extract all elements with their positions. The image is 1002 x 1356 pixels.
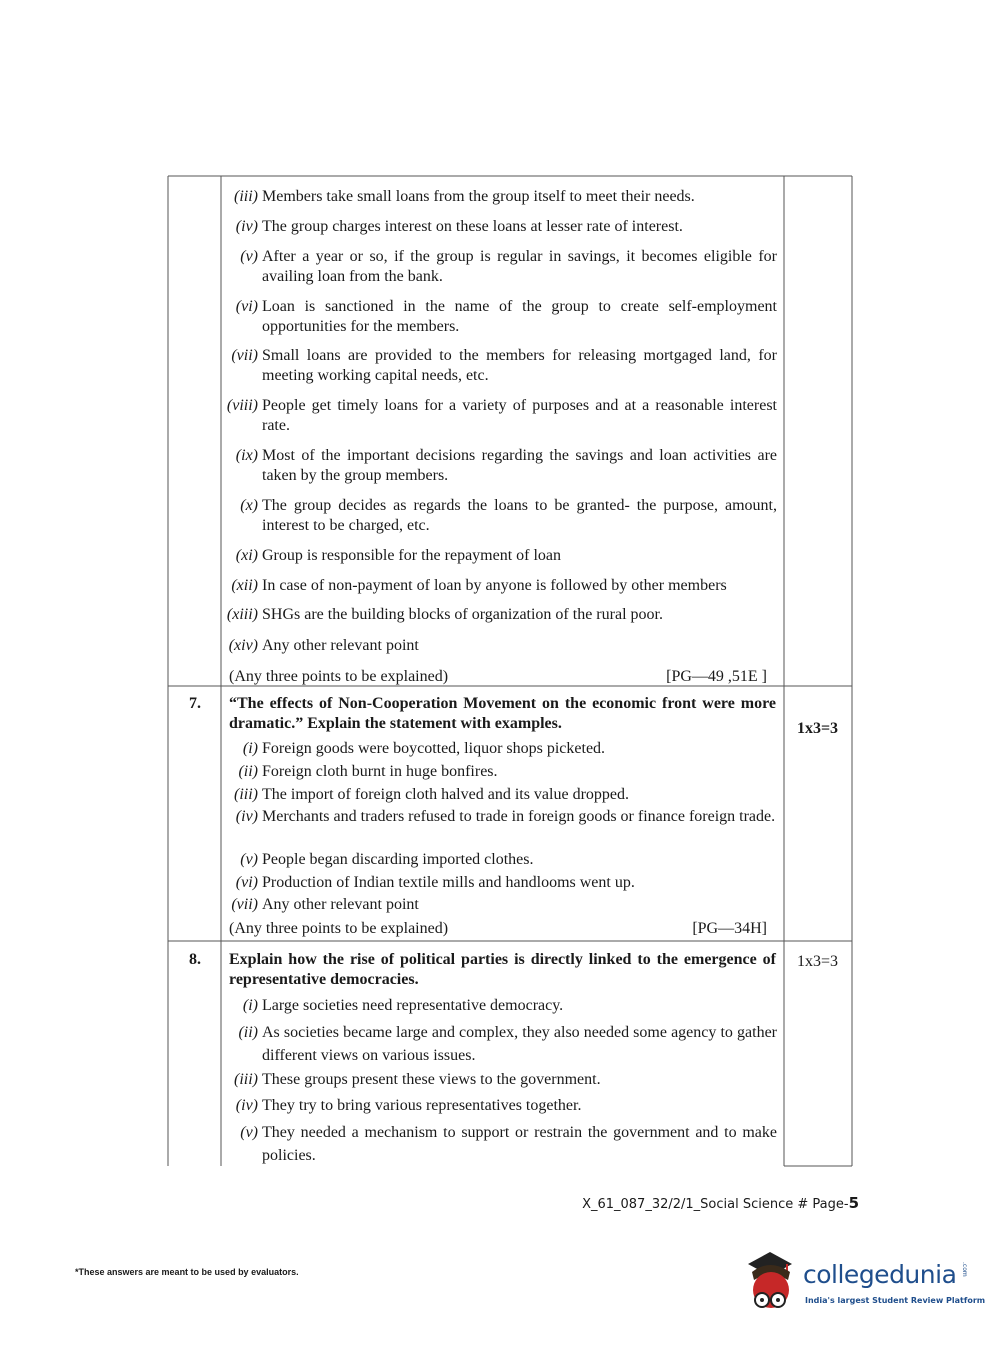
evaluator-footnote: *These answers are meant to be used by evaluators. xyxy=(75,1267,299,1277)
question-text: Explain how the rise of political parties is directly linked to the emergence of representative democracies. xyxy=(229,951,776,988)
marks-label: 1x3=3 xyxy=(796,720,839,737)
page-reference: [PG—49 ,51E ] xyxy=(666,668,767,685)
page-number: 5 xyxy=(848,1194,859,1212)
question-number: 8. xyxy=(189,951,201,968)
question-text: “The effects of Non-Cooperation Movement on the economic front were more dramatic.” Explain the statement with examples. xyxy=(229,695,776,732)
collegedunia-logo xyxy=(740,1248,986,1316)
question-number: 7. xyxy=(189,695,201,712)
answer-note: (Any three points to be explained) [PG—34H] xyxy=(229,920,767,937)
marks-label: 1x3=3 xyxy=(796,953,839,970)
mascot-icon xyxy=(740,1248,802,1316)
page-reference: [PG—34H] xyxy=(692,920,767,937)
page-footer: X_61_087_32/2/1_Social Science # Page-5 xyxy=(582,1194,859,1212)
logo-tagline: India's largest Student Review Platform xyxy=(805,1296,986,1305)
answer-note: (Any three points to be explained) [PG—49 ,51E ] xyxy=(229,668,767,685)
logo-wordmark: collegedunia xyxy=(803,1260,957,1289)
logo-domain: .com xyxy=(961,1262,968,1277)
